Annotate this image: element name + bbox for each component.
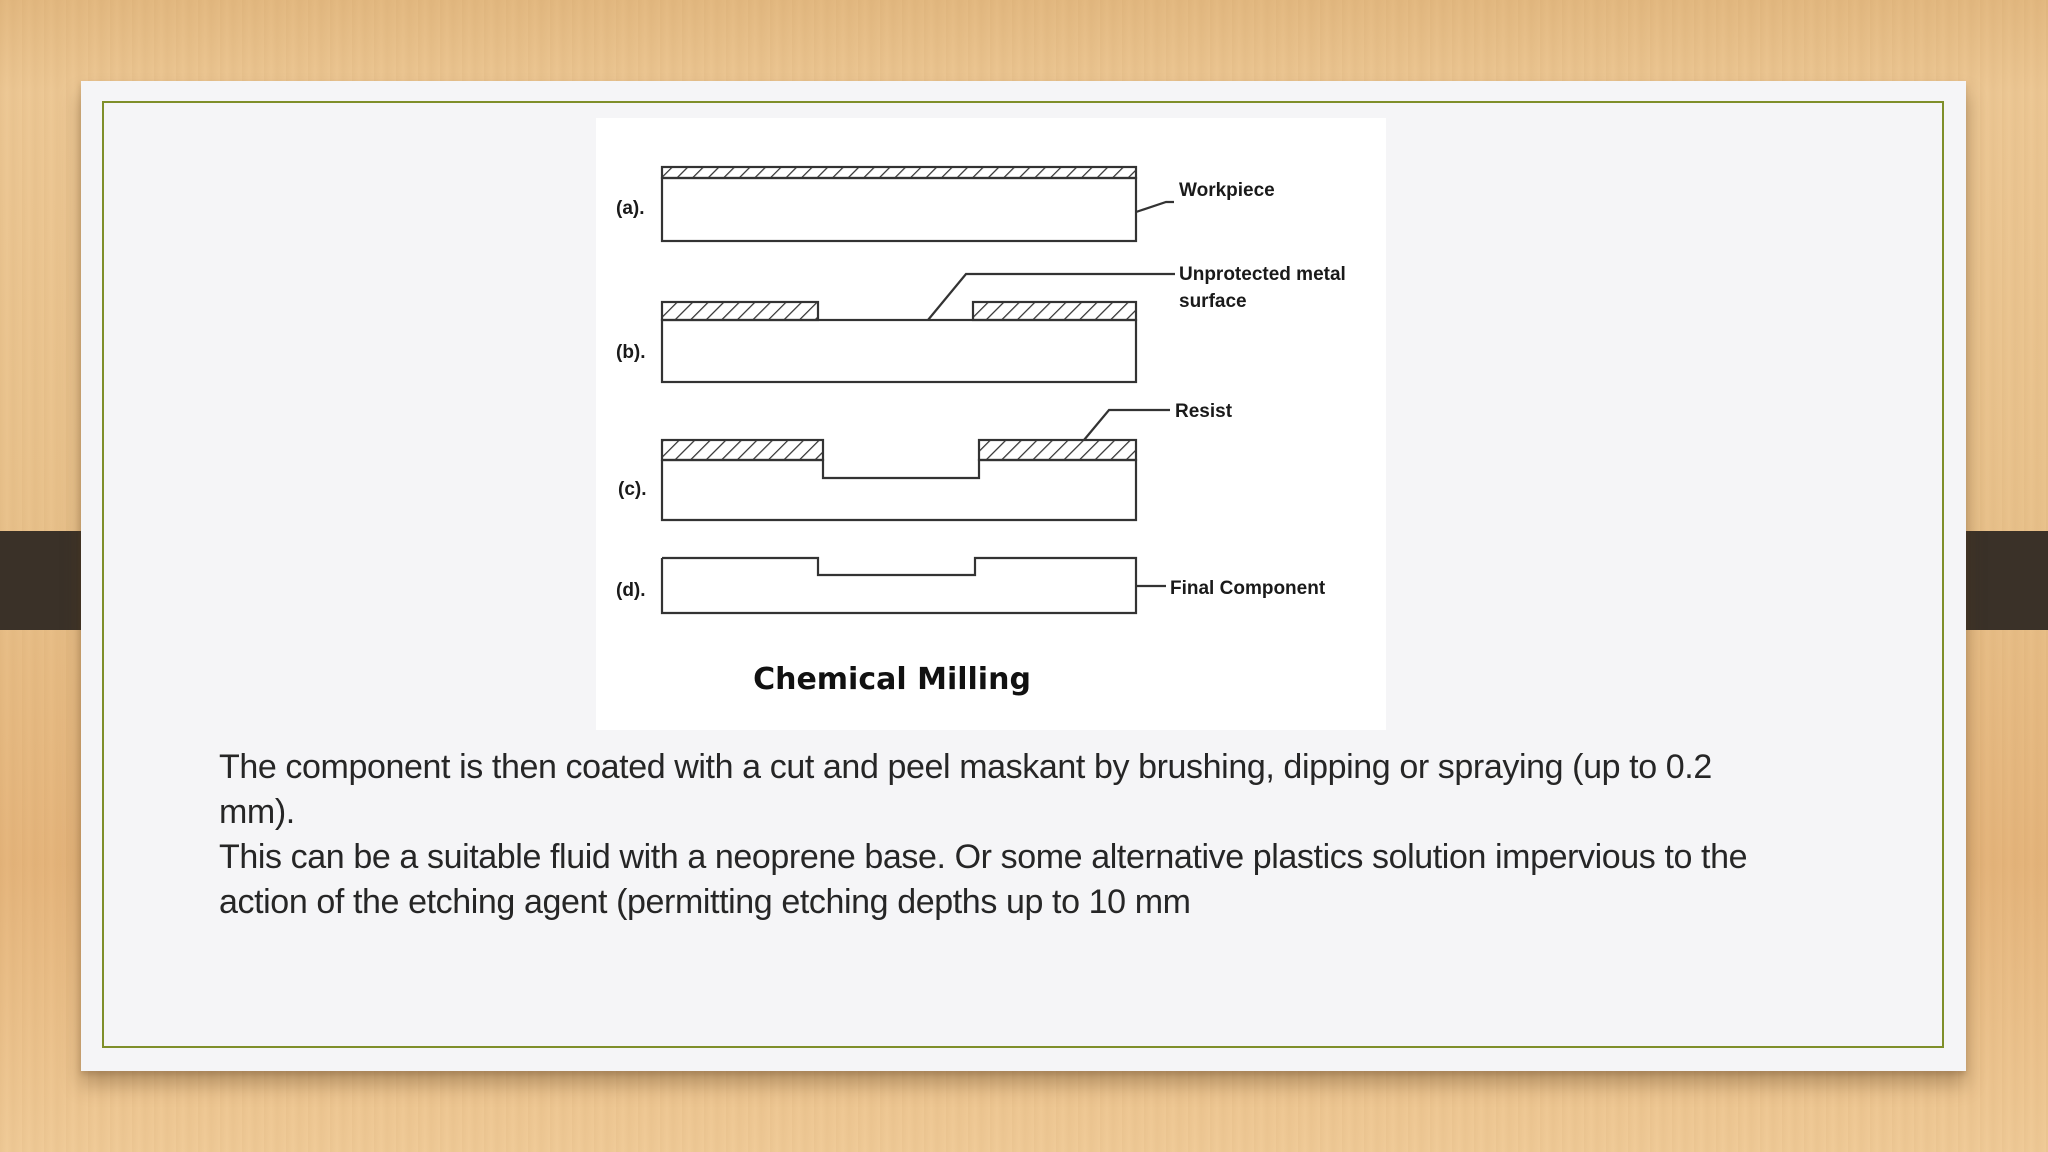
body-line-1: The component is then coated with a cut and peel maskant by brushing, dipping or spraying (up to 0.2 mm). [219, 748, 1712, 831]
stage-b-resist-left [662, 302, 818, 320]
resist-leader-line [1084, 410, 1170, 440]
stage-c-resist-right [979, 440, 1136, 460]
final-component-label: Final Component [1170, 578, 1326, 599]
stage-d [662, 558, 1166, 613]
chemical-milling-diagram [596, 118, 1386, 730]
unprotected-metal-label: Unprotected metal [1179, 264, 1346, 285]
resist-label: Resist [1175, 401, 1233, 422]
surface-label: surface [1179, 291, 1247, 312]
stage-a-resist-layer [662, 167, 1136, 178]
stage-c [662, 410, 1170, 520]
stage-b-label: (b). [616, 342, 646, 363]
stage-b-resist-right [973, 302, 1136, 320]
body-line-3: action of the etching agent (permitting etching depths up to 10 mm [219, 883, 1191, 921]
stage-d-final-workpiece [662, 558, 1136, 613]
workpiece-label: Workpiece [1179, 180, 1275, 201]
stage-c-etched-workpiece [662, 460, 1136, 520]
stage-a [662, 167, 1174, 241]
stage-a-label: (a). [616, 198, 645, 219]
stage-c-resist-left [662, 440, 823, 460]
stage-c-label: (c). [618, 479, 647, 500]
stage-a-workpiece-body [662, 178, 1136, 241]
body-line-2: This can be a suitable fluid with a neoprene base. Or some alternative plastics solution impervious to the [219, 838, 1748, 876]
diagram-title: Chemical Milling [753, 662, 1031, 697]
body-paragraph [219, 745, 1779, 925]
stage-b-workpiece-body [662, 320, 1136, 382]
stage-d-label: (d). [616, 580, 646, 601]
diagram-canvas [596, 118, 1386, 730]
stage-b [662, 274, 1175, 382]
workpiece-leader-line [1136, 202, 1174, 212]
